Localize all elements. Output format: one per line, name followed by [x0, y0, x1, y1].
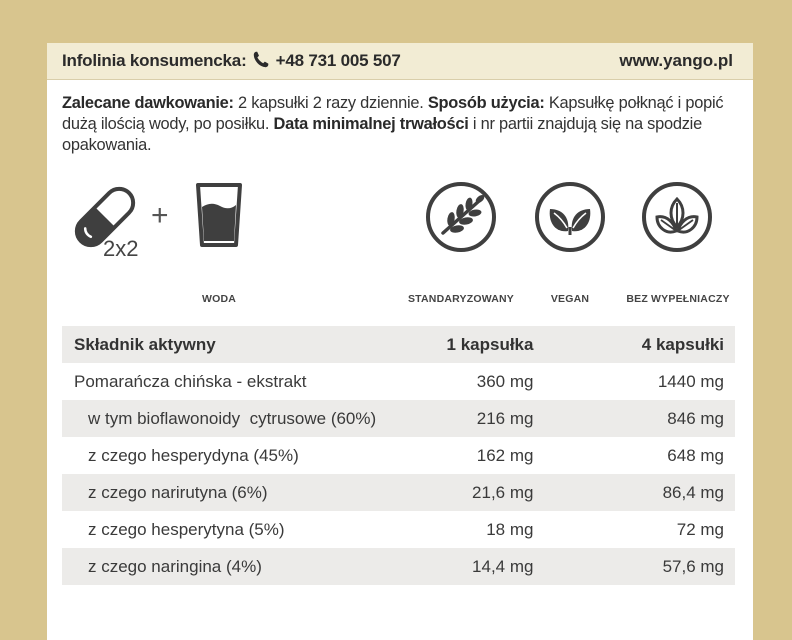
table-row [62, 400, 735, 437]
amount-one: 216 mg [476, 408, 534, 428]
phone-icon [253, 51, 269, 73]
amount-one: 360 mg [476, 371, 534, 391]
table-row [62, 474, 735, 511]
amount-one: 21,6 mg [472, 482, 534, 502]
amount-four: 846 mg [667, 408, 724, 428]
amount-four: 86,4 mg [662, 482, 724, 502]
ingredient-name: z czego hesperydyna (45%) [88, 445, 299, 465]
phone-number[interactable]: +48 731 005 507 [275, 51, 401, 70]
usage-value: Kapsułkę połknąć i popić dużą ilością wody, po posiłku. [62, 94, 724, 133]
expiry-label: Data minimalnej trwałości [273, 115, 469, 133]
table-row [62, 548, 735, 585]
amount-four: 57,6 mg [662, 556, 724, 576]
hotline-label: Infolinia konsumencka: [62, 51, 247, 70]
hotline [62, 51, 401, 73]
vegan-leaves-icon [534, 181, 606, 258]
vegan-label: VEGAN [550, 293, 590, 305]
leaf-branch-icon [425, 181, 497, 258]
ingredient-name: z czego naringina (4%) [88, 556, 262, 576]
dosage-label: Zalecane dawkowanie: [62, 94, 234, 112]
glass-icon [195, 183, 243, 252]
amount-one: 162 mg [476, 445, 534, 465]
col-four-capsules: 4 kapsułki [641, 334, 724, 354]
no-fillers-icon [641, 181, 713, 258]
amount-four: 72 mg [676, 519, 724, 539]
table-header-row [62, 326, 735, 363]
col-ingredient: Składnik aktywny [74, 334, 216, 354]
amount-one: 18 mg [486, 519, 534, 539]
table-row [62, 437, 735, 474]
standardized-label: STANDARYZOWANY [407, 293, 515, 305]
dosage-value: 2 kapsułki 2 razy dziennie. [233, 94, 428, 112]
expiry-value: i nr partii znajdują się na spodzie opakowania. [62, 115, 702, 154]
amount-one: 14,4 mg [472, 556, 534, 576]
plus-icon: + [151, 199, 169, 232]
contact-bar [47, 43, 753, 80]
dosage-text [62, 93, 742, 156]
capsule-dosage-text: 2x2 [103, 236, 139, 261]
ingredient-name: w tym bioflawonoidy cytrusowe (60%) [88, 408, 377, 428]
label-panel [47, 43, 753, 640]
header-divider [47, 79, 753, 80]
col-one-capsule: 1 kapsułka [446, 334, 534, 354]
usage-label: Sposób użycia: [427, 94, 545, 112]
amount-four: 648 mg [667, 445, 724, 465]
no-fillers-label: BEZ WYPEŁNIACZY [626, 293, 730, 305]
water-label: WODA [201, 293, 237, 305]
ingredients-table [62, 326, 735, 585]
table-row [62, 363, 735, 400]
amount-four: 1440 mg [657, 371, 724, 391]
ingredient-name: z czego narirutyna (6%) [88, 482, 268, 502]
table-row [62, 511, 735, 548]
ingredient-name: z czego hesperytyna (5%) [88, 519, 285, 539]
ingredient-name: Pomarańcza chińska - ekstrakt [74, 371, 307, 391]
website-link[interactable]: www.yango.pl [619, 51, 733, 70]
icons-row [47, 179, 753, 305]
